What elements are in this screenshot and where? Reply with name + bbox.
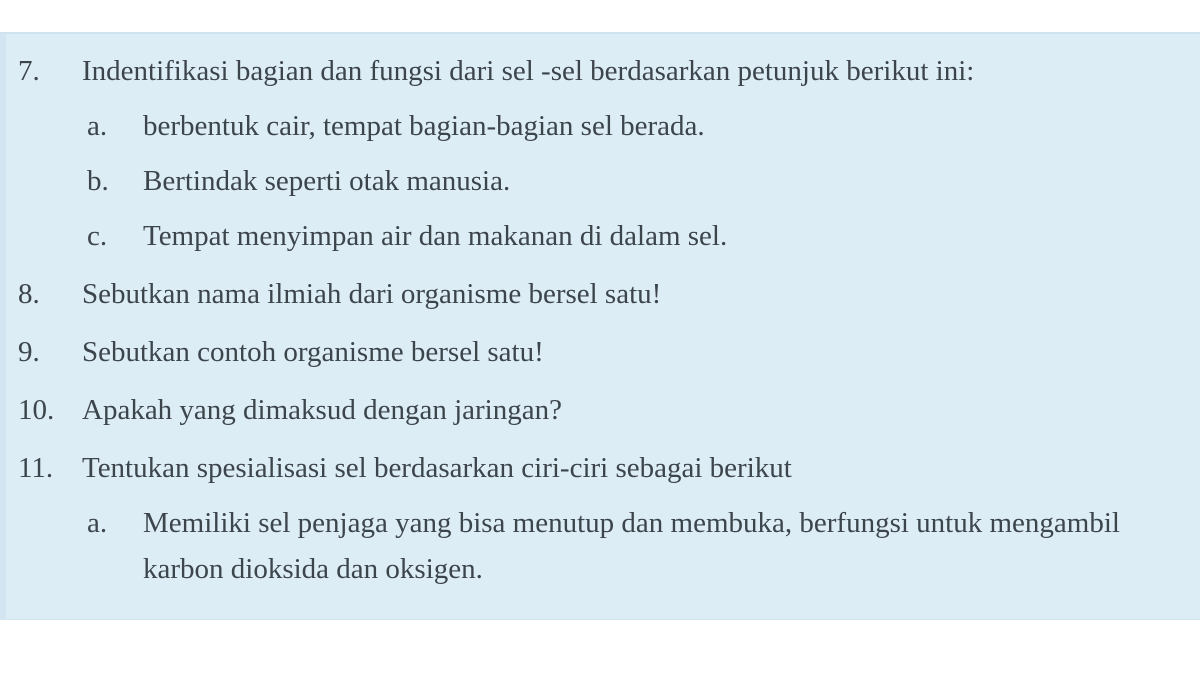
question-text: Apakah yang dimaksud dengan jaringan? <box>82 394 562 426</box>
sub-question-text: Tempat menyimpan air dan makanan di dalam sel. <box>143 220 728 252</box>
question-text: Sebutkan contoh organisme bersel satu! <box>82 336 544 368</box>
question-row <box>18 48 1188 94</box>
sub-question-letter: a. <box>87 110 108 142</box>
question-item <box>18 271 1188 317</box>
sub-question-letter: c. <box>87 220 108 252</box>
sub-question-row <box>87 158 1188 204</box>
sub-question-row <box>87 213 1188 259</box>
question-number: 10. <box>18 394 55 426</box>
question-number: 7. <box>18 55 40 87</box>
sub-question-letter: b. <box>87 165 109 197</box>
question-row <box>18 387 1188 433</box>
sub-question-row <box>87 103 1188 149</box>
sub-question-row <box>87 500 1188 592</box>
question-row <box>18 271 1188 317</box>
question-row <box>18 329 1188 375</box>
question-number: 8. <box>18 278 40 310</box>
question-item <box>18 387 1188 433</box>
sub-question-text: Memiliki sel penjaga yang bisa menutup dan membuka, berfungsi untuk mengambil karbon dioksida dan oksigen. <box>143 507 1120 585</box>
question-item <box>18 48 1188 259</box>
question-item <box>18 329 1188 375</box>
question-panel <box>0 32 1200 620</box>
sub-question-letter: a. <box>87 507 108 539</box>
question-item <box>18 445 1188 592</box>
sub-question-text: Bertindak seperti otak manusia. <box>143 165 511 197</box>
question-row <box>18 445 1188 491</box>
question-number: 9. <box>18 336 40 368</box>
question-number: 11. <box>18 452 54 484</box>
question-text: Tentukan spesialisasi sel berdasarkan ciri-ciri sebagai berikut <box>82 452 792 484</box>
sub-question-text: berbentuk cair, tempat bagian-bagian sel berada. <box>143 110 705 142</box>
question-text: Sebutkan nama ilmiah dari organisme bersel satu! <box>82 278 662 310</box>
question-text: Indentifikasi bagian dan fungsi dari sel -sel berdasarkan petunjuk berikut ini: <box>82 55 975 87</box>
